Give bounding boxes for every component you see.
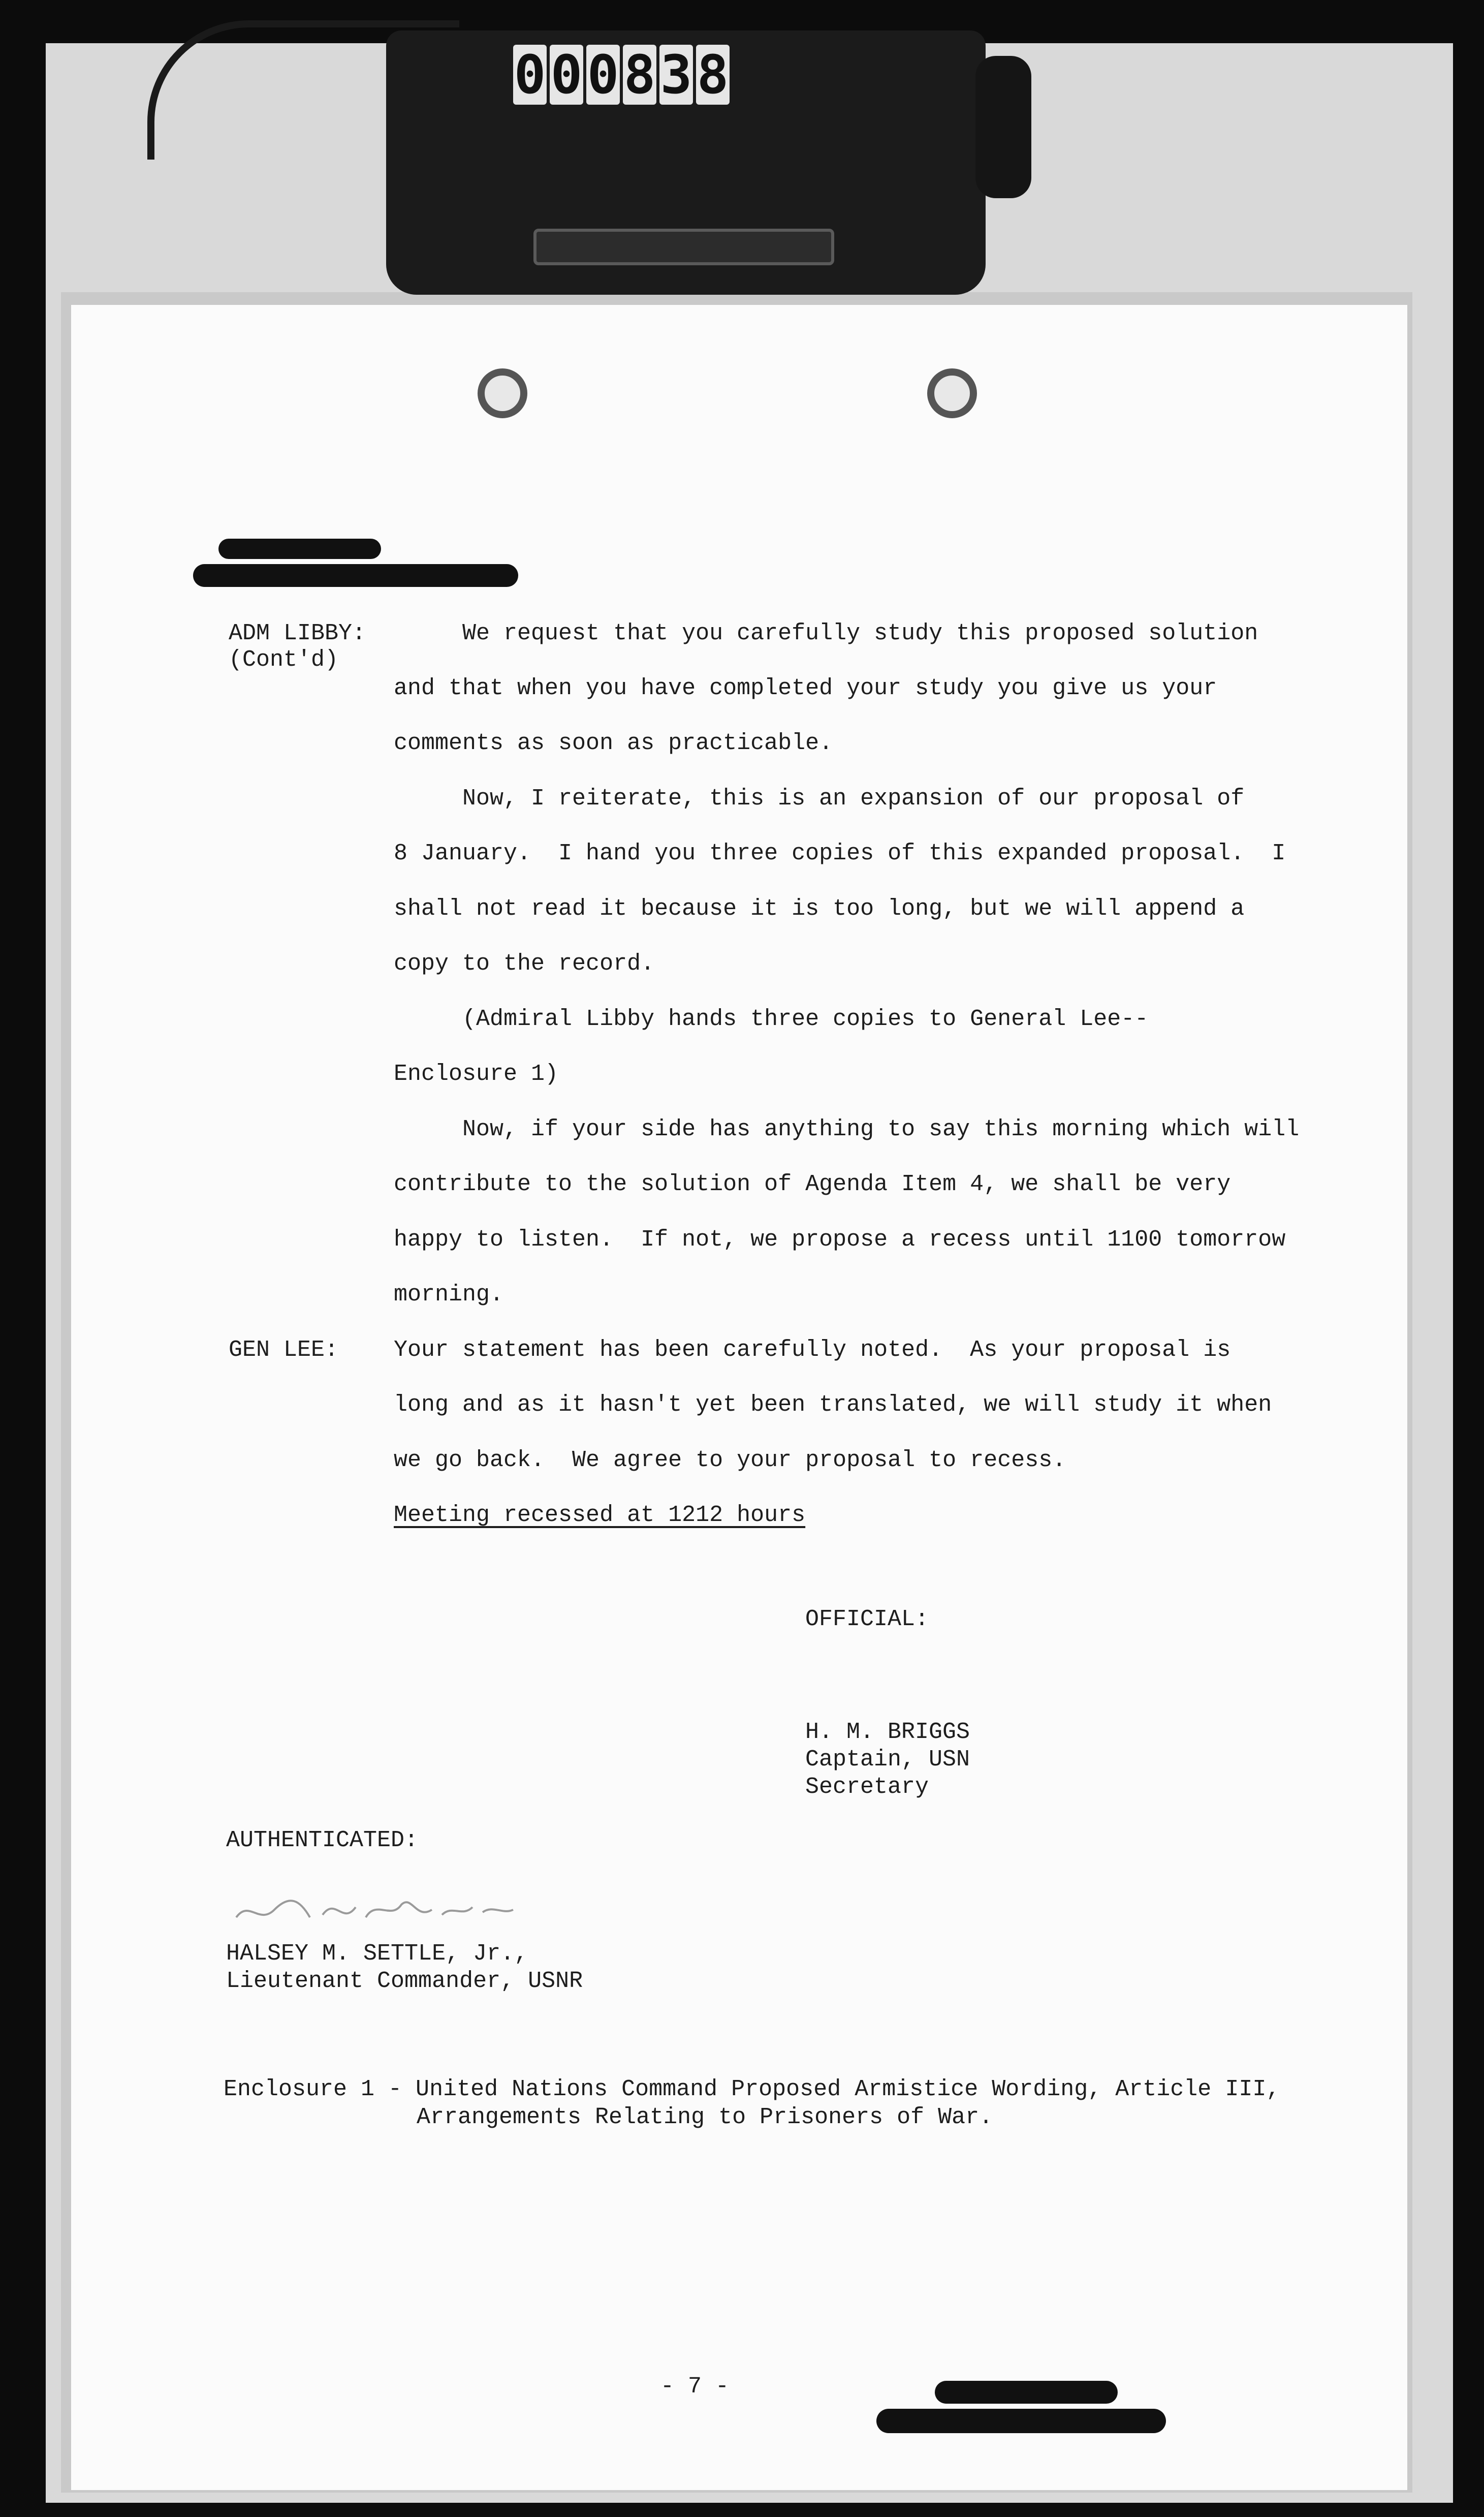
redaction-bar (193, 564, 518, 587)
official-label: OFFICIAL: (805, 1606, 929, 1632)
enclosure-note: Enclosure 1 - United Nations Command Proposed Armistice Wording, Article III, (224, 2076, 1280, 2102)
text-line: shall not read it because it is too long, but we will append a (394, 896, 1245, 922)
text-line: Your statement has been carefully noted. As your proposal is (394, 1337, 1231, 1363)
speaker-label-libby: ADM LIBBY: (229, 620, 366, 646)
counter-digit: 0 (550, 44, 583, 106)
counter-digit: 8 (623, 44, 656, 106)
text-line: long and as it hasn't yet been translated, we will study it when (394, 1392, 1272, 1418)
text-line: happy to listen. If not, we propose a recess until 1100 tomorrow (394, 1227, 1286, 1253)
text-line: morning. (394, 1282, 504, 1308)
text-line: Now, if your side has anything to say this morning which will (394, 1116, 1300, 1142)
page-number: - 7 - (660, 2374, 730, 2400)
handwritten-signature (234, 1889, 518, 1930)
authenticated-label: AUTHENTICATED: (226, 1827, 419, 1853)
enclosure-note-cont: Arrangements Relating to Prisoners of War. (417, 2104, 993, 2130)
official-name: H. M. BRIGGS (805, 1719, 970, 1745)
counter-digit: 0 (514, 44, 546, 106)
text-line: copy to the record. (394, 951, 655, 977)
redaction-bar (876, 2409, 1166, 2433)
text-line: comments as soon as practicable. (394, 730, 833, 756)
authenticator-rank: Lieutenant Commander, USNR (226, 1968, 583, 1994)
counter-slot (533, 229, 834, 265)
speaker-label-lee: GEN LEE: (229, 1337, 339, 1363)
punch-hole (478, 368, 527, 418)
counter-digit: 0 (587, 44, 619, 106)
text-line: and that when you have completed your study you give us your (394, 675, 1217, 701)
text-line: (Admiral Libby hands three copies to General Lee-- (394, 1006, 1149, 1032)
redaction-bar (218, 539, 381, 559)
official-title: Secretary (805, 1774, 929, 1800)
official-rank: Captain, USN (805, 1747, 970, 1773)
text-line: Enclosure 1) (394, 1061, 559, 1087)
counter-digit: 3 (660, 44, 692, 106)
text-line: Now, I reiterate, this is an expansion of our proposal of (394, 786, 1245, 812)
frame-counter-digits (513, 45, 730, 106)
text-line: we go back. We agree to your proposal to recess. (394, 1447, 1066, 1473)
punch-hole (927, 368, 977, 418)
counter-knob (975, 56, 1031, 198)
authenticator-name: HALSEY M. SETTLE, Jr., (226, 1941, 528, 1967)
meeting-recessed-line: Meeting recessed at 1212 hours (394, 1502, 806, 1528)
text-line: 8 January. I hand you three copies of this expanded proposal. I (394, 841, 1286, 866)
redaction-bar (935, 2381, 1118, 2404)
text-line: contribute to the solution of Agenda Item 4, we shall be very (394, 1171, 1231, 1197)
counter-digit: 8 (697, 44, 729, 106)
speaker-continued-note: (Cont'd) (229, 647, 339, 673)
text-line: We request that you carefully study this proposed solution (394, 620, 1258, 646)
